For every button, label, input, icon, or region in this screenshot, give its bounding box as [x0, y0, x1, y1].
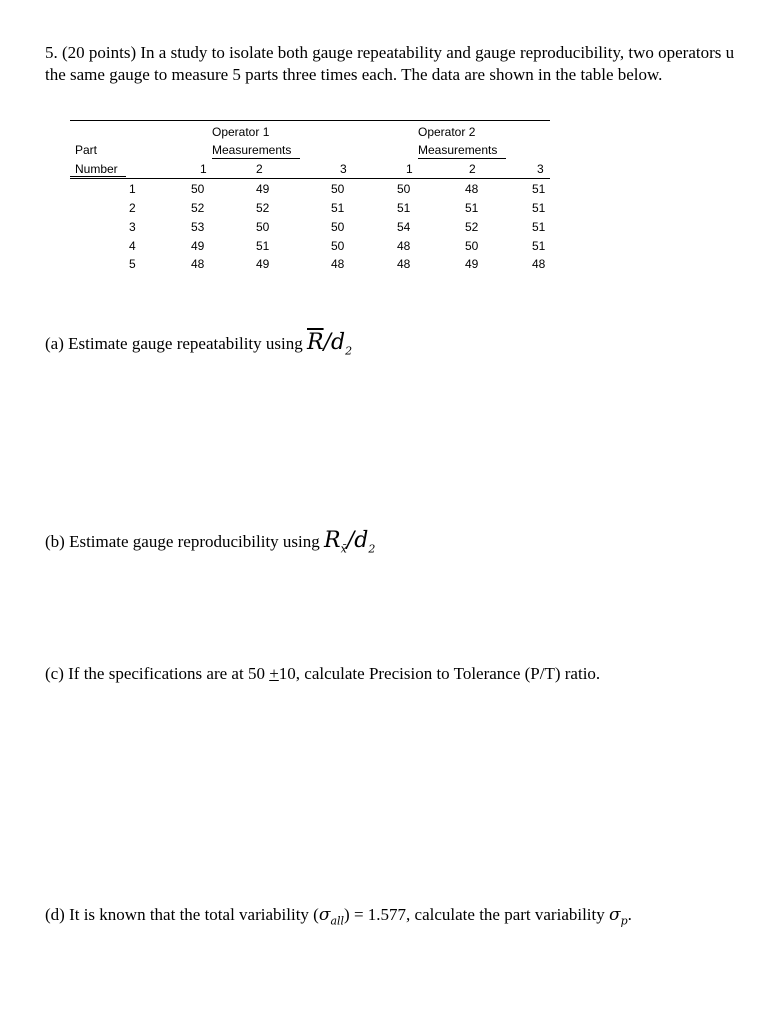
op1-trial-3: 3 [340, 162, 347, 176]
table-cell: 48 [191, 257, 205, 271]
problem-line-2: the same gauge to measure 5 parts three times each. The data are shown in the table below. [45, 65, 663, 84]
part-number: 3 [129, 220, 136, 234]
question-c-text-end: 10, calculate Precision to Tolerance (P/T) ratio. [278, 664, 601, 683]
problem-statement [45, 42, 758, 86]
op2-trial-1: 1 [406, 162, 413, 176]
table-cell: 48 [532, 257, 546, 271]
d-symbol: d [331, 330, 346, 355]
plus-minus-symbol: + [269, 664, 279, 683]
table-cell: 51 [532, 201, 546, 215]
table-cell: 51 [532, 182, 546, 196]
table-cell: 50 [256, 220, 270, 234]
question-c [45, 664, 600, 684]
table-cell: 51 [465, 201, 479, 215]
sigma-symbol: σ [318, 905, 331, 925]
operator-2-underline [418, 158, 506, 159]
question-d-text: (d) It is known that the total variability ( [45, 905, 319, 924]
question-b [45, 528, 375, 555]
table-header-rule [70, 178, 550, 179]
sigma-p-subscript: p [620, 914, 628, 928]
table-cell: 49 [191, 239, 205, 253]
formula-rx-over-d2: $R_{x̄}/d_2$ [324, 528, 376, 556]
table-cell: 48 [397, 257, 411, 271]
part-number: 4 [129, 239, 136, 253]
table-cell: 50 [191, 182, 205, 196]
question-a [45, 330, 352, 357]
table-top-rule [70, 120, 550, 121]
sigma-p-symbol: σ [609, 905, 621, 925]
question-b-text: (b) Estimate gauge reproducibility using [45, 532, 325, 551]
table-cell: 48 [397, 239, 411, 253]
table-cell: 49 [465, 257, 479, 271]
table-cell: 51 [532, 220, 546, 234]
table-cell: 52 [256, 201, 270, 215]
problem-line-1: 5. (20 points) In a study to isolate both gauge repeatability and gauge reproducibility, two operators u [45, 43, 735, 62]
part-number: 5 [129, 257, 136, 271]
part-label-top: Part [75, 143, 98, 157]
sigma-p [609, 905, 628, 928]
table-cell: 51 [331, 201, 345, 215]
table-cell: 48 [331, 257, 345, 271]
operator-2-header: Operator 2 [418, 125, 476, 139]
table-cell: 52 [465, 220, 479, 234]
table-cell: 51 [532, 239, 546, 253]
op1-trial-2: 2 [256, 162, 263, 176]
table-cell: 49 [256, 257, 270, 271]
part-number: 1 [129, 182, 136, 196]
part-underline [70, 176, 126, 177]
table-cell: 51 [397, 201, 411, 215]
sigma-all [318, 905, 345, 928]
formula-rbar-over-d2: $\overline{R}/d_2$ [307, 330, 353, 358]
table-cell: 48 [465, 182, 479, 196]
table-cell: 50 [331, 220, 345, 234]
table-cell: 49 [256, 182, 270, 196]
op1-trial-1: 1 [200, 162, 207, 176]
op2-trial-3: 3 [537, 162, 544, 176]
table-cell: 51 [256, 239, 270, 253]
operator-1-subheader: Measurements [212, 143, 292, 157]
question-d-text-end: . [627, 905, 632, 924]
d-subscript: 2 [345, 344, 353, 358]
part-label-bottom: Number [75, 162, 118, 176]
question-d [45, 905, 632, 927]
question-a-text: (a) Estimate gauge repeatability using [45, 334, 307, 353]
rbar-symbol: $\overline{R}$ [307, 330, 324, 355]
question-d-text-mid: ) = 1.577, calculate the part variability [344, 905, 610, 924]
question-c-text: (c) If the specifications are at 50 [45, 664, 270, 683]
r-subscript: x̄ [340, 542, 347, 556]
sigma-subscript: all [330, 914, 345, 928]
measurement-table [70, 118, 550, 278]
table-cell: 53 [191, 220, 205, 234]
part-number: 2 [129, 201, 136, 215]
table-cell: 50 [331, 182, 345, 196]
table-cell: 50 [465, 239, 479, 253]
d-symbol: d [354, 528, 369, 553]
table-cell: 54 [397, 220, 411, 234]
operator-1-underline [212, 158, 300, 159]
op2-trial-2: 2 [469, 162, 476, 176]
operator-2-subheader: Measurements [418, 143, 498, 157]
d-subscript: 2 [368, 542, 376, 556]
operator-1-header: Operator 1 [212, 125, 270, 139]
table-cell: 50 [331, 239, 345, 253]
table-cell: 50 [397, 182, 411, 196]
table-cell: 52 [191, 201, 205, 215]
r-symbol: R [324, 528, 341, 553]
